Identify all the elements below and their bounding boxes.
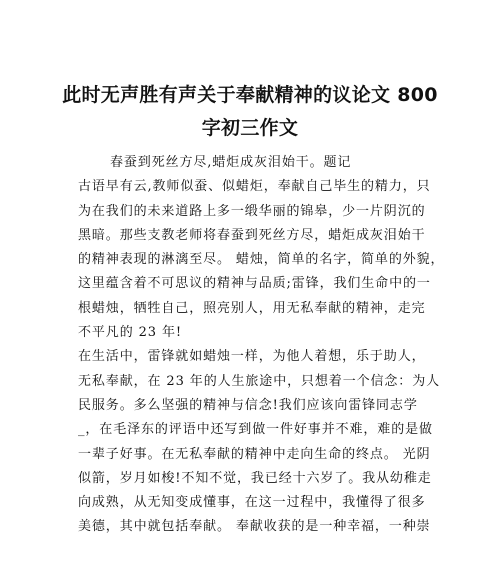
body-line: 为在我们的未来道路上多一缎华丽的锦皋，少一片阴沉的 <box>78 203 426 219</box>
body-line: 一辈子好事。在无私奉献的精神中走向生命的终点。 光阴 <box>78 446 431 462</box>
body-line: 的精神表现的淋漓至尽。 蜡烛，简单的名字，简单的外貌， <box>78 252 445 268</box>
body-line: 无私奉献，在 23 年的人生旅途中，只想着一个信念：为人 <box>78 373 441 389</box>
essay-body <box>78 151 458 540</box>
body-line: 黑暗。那些支教老师将春蚕到死丝方尽，蜡炬成灰泪始干 <box>78 227 426 243</box>
body-line: 在生活中，雷锋就如蜡烛一样，为他人着想，乐于助人， <box>78 349 426 365</box>
body-line: 不平凡的 23 年! <box>78 325 183 341</box>
body-line: 根蜡烛，牺牲自己，照亮别人，用无私奉献的精神，走完 <box>78 300 426 316</box>
body-line: 古语早有云,教师似蚕、似蜡炬，奉献自己毕生的精力，只 <box>78 179 431 195</box>
title-line-1: 此时无声胜有声关于奉献精神的议论文 800 <box>62 84 438 106</box>
body-line: 似箭，岁月如梭!不知不觉，我已经十六岁了。我从幼稚走 <box>78 470 432 486</box>
body-line: 民服务。多么坚强的精神与信念!我们应该向雷锋同志学 <box>78 397 418 413</box>
body-line: _，在毛泽东的评语中还写到做一件好事并不难，难的是做 <box>78 422 433 438</box>
epigraph-line: 春蚕到死丝方尽,蜡炬成灰泪始干。题记 <box>110 155 352 170</box>
body-line: 美德，其中就包括奉献。 奉献收获的是一种幸福，一种崇 <box>78 519 431 535</box>
body-line: 向成熟，从无知变成懂事，在这一过程中，我懂得了很多 <box>78 495 426 511</box>
body-line: 这里蕴含着不可思议的精神与品质;雷锋，我们生命中的一 <box>78 276 431 292</box>
title-line-2: 字初三作文 <box>201 117 299 139</box>
